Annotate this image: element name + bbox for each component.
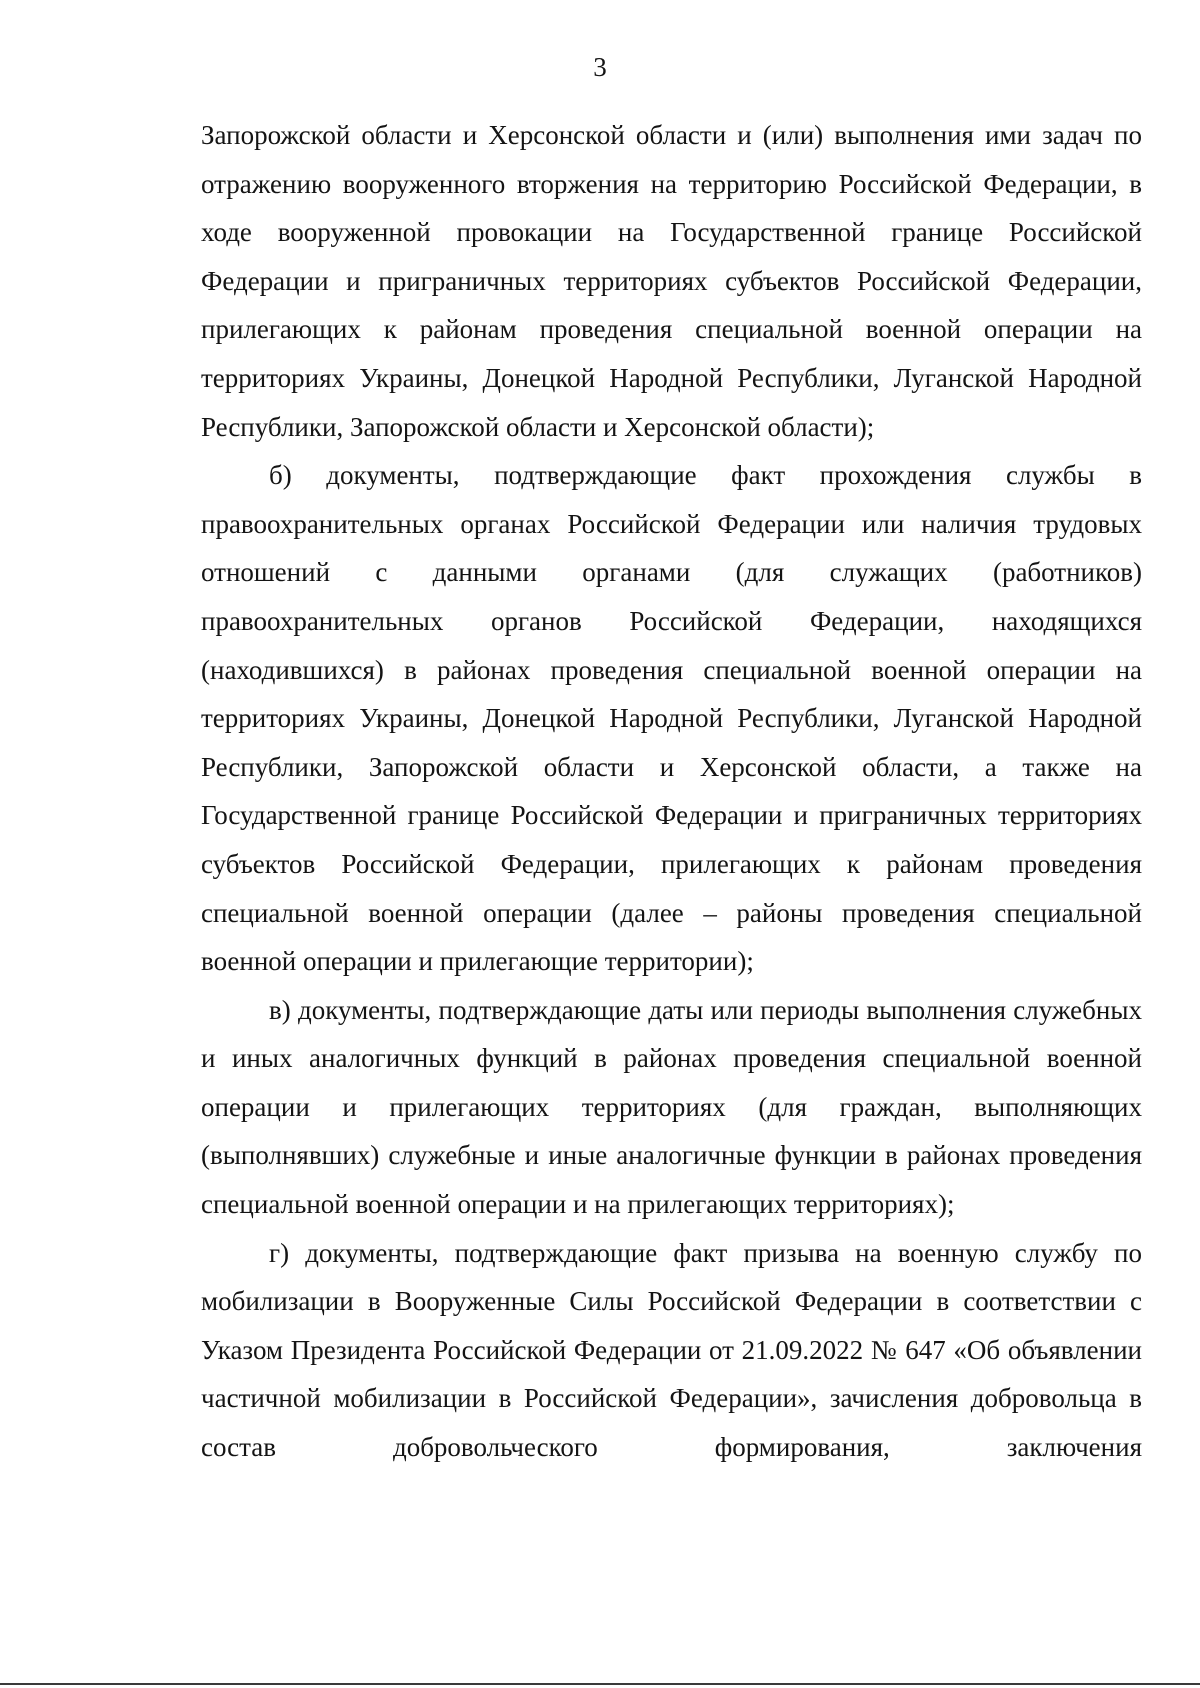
paragraph-continuation: Запорожской области и Херсонской области и (или) выполнения ими задач по отражению вооруженного вторжения на территорию Российской Федерации, в ходе вооруженной провокации на Государственной границе Российской Федерации и приграничных территориях субъектов Российской Федерации, прилегающих к районам проведения специальной военной операции на территориях Украины, Донецкой Народной Республики, Луганской Народной Республики, Запорожской области и Херсонской области); <box>201 120 1142 442</box>
page-number: 3 <box>593 52 607 82</box>
paragraph-item-b: б) документы, подтверждающие факт прохождения службы в правоохранительных органах Российской Федерации или наличия трудовых отношений с данными органами (для служащих (работников) правоохранительных органов Российской Федерации, находящихся (находившихся) в районах проведения специальной военной операции на территориях Украины, Донецкой Народной Республики, Луганской Народной Республики, Запорожской области и Херсонской области, а также на Государственной границе Российской Федерации и приграничных территориях субъектов Российской Федерации, прилегающих к районам проведения специальной военной операции (далее – районы проведения специальной военной операции и прилегающие территории); <box>201 460 1142 977</box>
paragraph-item-v: в) документы, подтверждающие даты или периоды выполнения служебных и иных аналогичных функций в районах проведения специальной военной операции и прилегающих территориях (для граждан, выполняющих (выполнявших) служебные и иные аналогичные функции в районах проведения специальной военной операции и на прилегающих территориях); <box>201 994 1142 1220</box>
paragraph-item-g: г) документы, подтверждающие факт призыва на военную службу по мобилизации в Вооруженные Силы Российской Федерации в соответствии с Указом Президента Российской Федерации от 21.09.2022 № 647 «Об объявлении частичной мобилизации в Российской Федерации», зачисления добровольца в состав добровольческого формирования, заключения <box>201 1237 1142 1463</box>
document-body <box>201 111 1142 1472</box>
scan-bottom-edge-divider <box>0 1683 1200 1685</box>
